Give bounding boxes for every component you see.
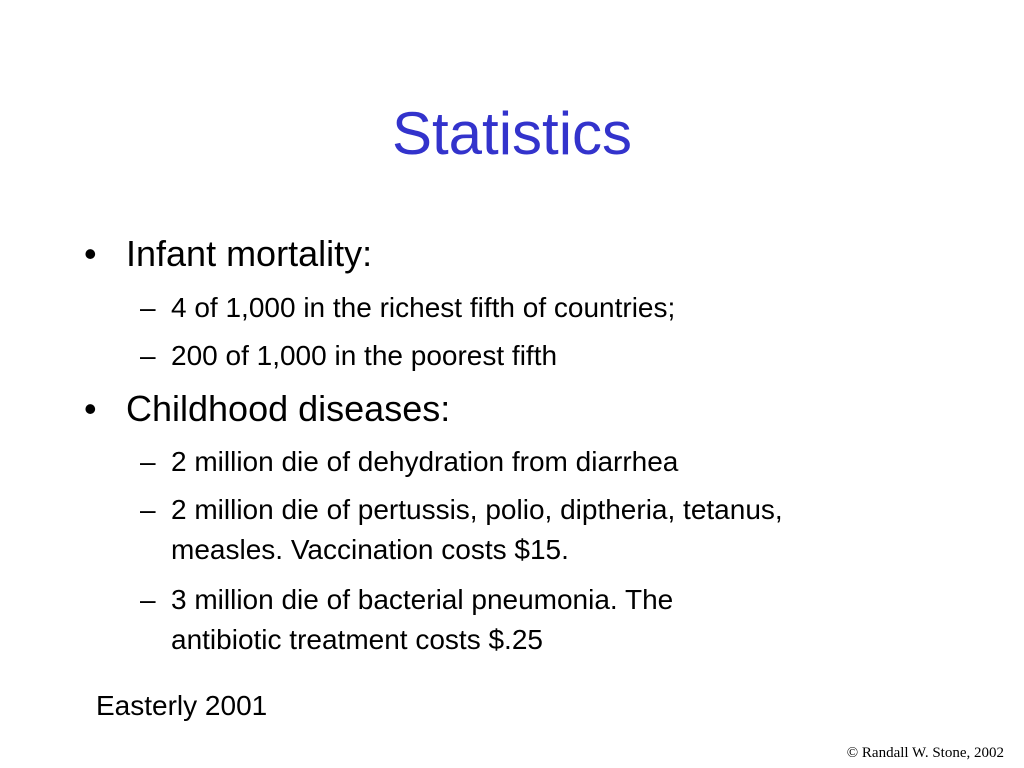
sub-bullet-text: 4 of 1,000 in the richest fifth of countries; [171,292,676,323]
sub-bullet-text: 2 million die of dehydration from diarrhea [171,446,679,477]
slide-title: Statistics [391,100,633,167]
dash-marker: – [140,584,156,615]
dash-marker: – [140,292,156,323]
sub-bullet-text: 2 million die of pertussis, polio, diptheria, tetanus, measles. Vaccination costs $15. [171,494,783,565]
source-citation: Easterly 2001 [96,690,268,721]
bullet-marker: • [84,233,97,274]
dash-marker: – [140,494,156,525]
bullet-marker: • [84,388,97,429]
sub-bullet-text: 3 million die of bacterial pneumonia. The antibiotic treatment costs $.25 [171,584,674,655]
bullet-text: Infant mortality: [126,233,373,274]
copyright-notice: © Randall W. Stone, 2002 [846,745,1004,761]
dash-marker: – [140,340,156,371]
bullet-text: Childhood diseases: [126,388,451,429]
sub-bullet-text: 200 of 1,000 in the poorest fifth [171,340,558,371]
dash-marker: – [140,446,156,477]
